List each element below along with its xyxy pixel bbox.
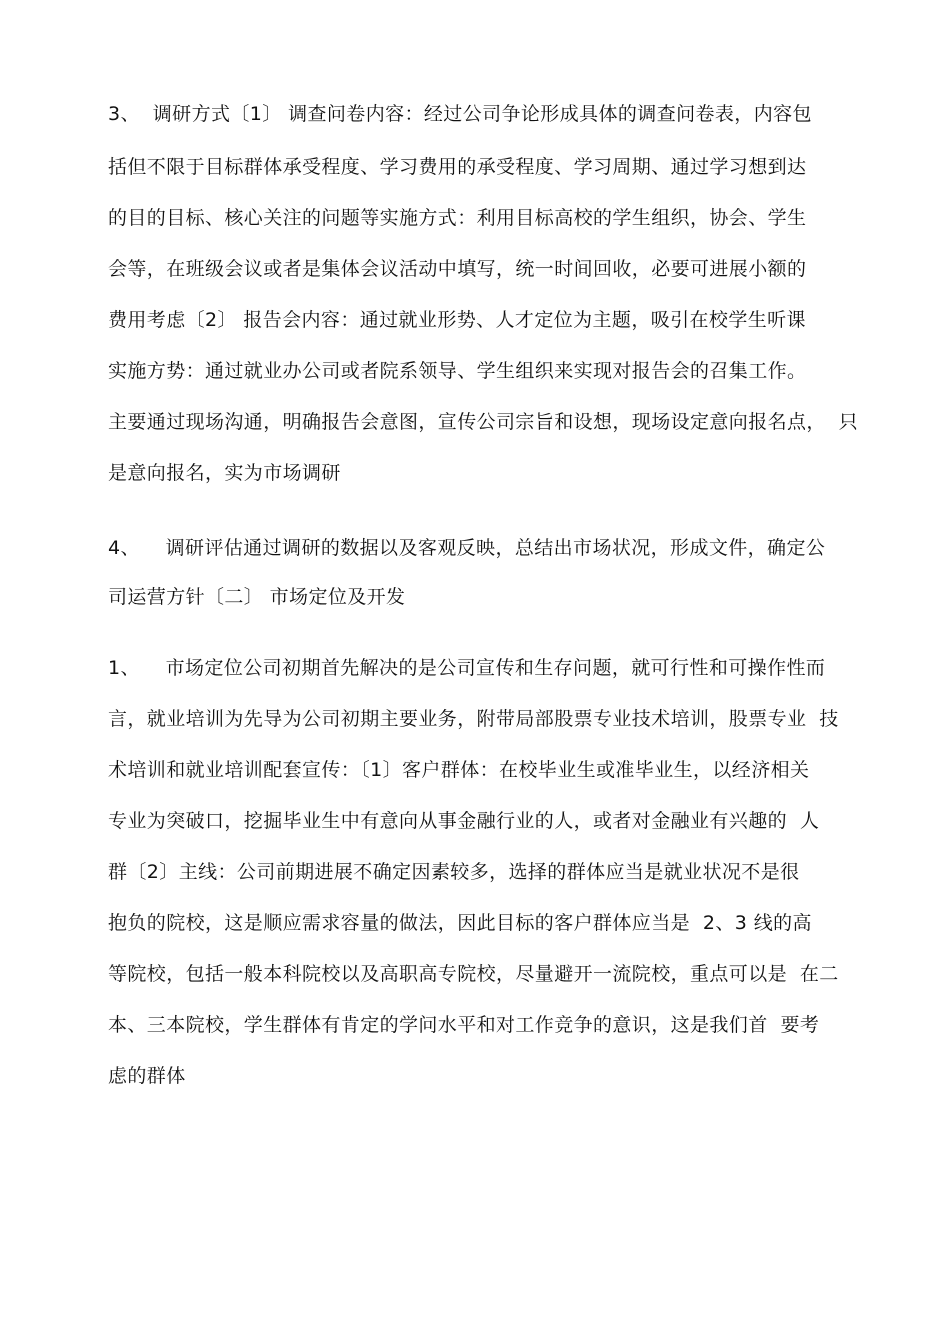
text-line: 主要通过现场沟通，明确报告会意图，宣传公司宗旨和设想，现场设定意向报名点， 只 (108, 411, 859, 433)
text-line: 费用考虑〔2〕 报告会内容：通过就业形势、人才定位为主题，吸引在校学生听课 (108, 309, 806, 331)
text-line: 括但不限于目标群体承受程度、学习费用的承受程度、学习周期、通过学习想到达 (108, 156, 807, 178)
text-line: 术培训和就业培训配套宣传：〔1〕客户群体：在校毕业生或准毕业生，以经济相关 (108, 759, 810, 781)
text-line: 是意向报名，实为市场调研 (108, 462, 341, 484)
text-line: 等院校，包括一般本科院校以及高职高专院校，尽量避开一流院校，重点可以是 在二 (108, 963, 839, 985)
text-line: 1、 市场定位公司初期首先解决的是公司宣传和生存问题，就可行性和可操作性而 (108, 657, 826, 679)
text-line: 会等，在班级会议或者是集体会议活动中填写，统一时间回收，必要可进展小额的 (108, 258, 807, 280)
text-line: 4、 调研评估通过调研的数据以及客观反映，总结出市场状况，形成文件，确定公 (108, 537, 826, 559)
text-line: 本、三本院校，学生群体有肯定的学问水平和对工作竞争的意识，这是我们首 要考 (108, 1014, 820, 1036)
text-line: 司运营方针〔二〕 市场定位及开发 (108, 586, 406, 608)
text-line: 群〔2〕主线：公司前期进展不确定因素较多，选择的群体应当是就业状况不是很 (108, 861, 800, 883)
text-line: 的目的目标、核心关注的问题等实施方式：利用目标高校的学生组织，协会、学生 (108, 207, 807, 229)
text-line: 专业为突破口，挖掘毕业生中有意向从事金融行业的人，或者对金融业有兴趣的 人 (108, 810, 820, 832)
text-line: 3、 调研方式〔1〕 调查问卷内容：经过公司争论形成具体的调查问卷表，内容包 (108, 103, 812, 125)
text-line: 实施方势：通过就业办公司或者院系领导、学生组织来实现对报告会的召集工作。 (108, 360, 807, 382)
text-line: 抱负的院校，这是顺应需求容量的做法，因此目标的客户群体应当是 2、3 线的高 (108, 912, 812, 934)
text-line: 言，就业培训为先导为公司初期主要业务，附带局部股票专业技术培训，股票专业 技 (108, 708, 839, 730)
text-line: 虑的群体 (108, 1065, 186, 1087)
